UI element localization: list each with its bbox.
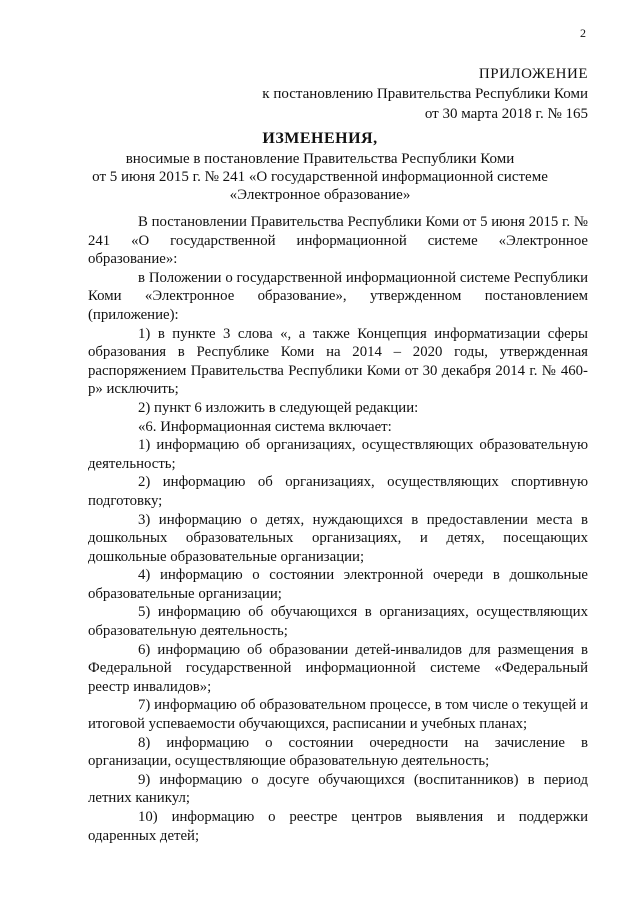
appendix-date: от 30 марта 2018 г. № 165 [424, 106, 588, 122]
document-subtitle-line-1: вносимые в постановление Правительства Республики Коми [125, 151, 515, 167]
list-item: 2) информацию об организациях, осуществляющих спортивную подготовку; [88, 474, 588, 509]
list-item: 4) информацию о состоянии электронной очереди в дошкольные образовательные организации; [88, 567, 588, 602]
paragraph-regulation: в Положении о государственной информационной системе Республики Коми «Электронное образование», утвержденном постановлением (приложение): [88, 269, 588, 323]
list-item: 10) информацию о реестре центров выявления и поддержки одаренных детей; [88, 809, 588, 844]
document-subtitle-line-3: «Электронное образование» [229, 187, 411, 203]
list-item: 3) информацию о детях, нуждающихся в предоставлении места в дошкольных образовательных организациях, и детях, посещающих дошкольные образовательные организации; [88, 511, 588, 565]
appendix-reference: к постановлению Правительства Республики Коми [262, 86, 588, 102]
list-item: 1) информацию об организациях, осуществляющих образовательную деятельность; [88, 437, 588, 472]
list-item: 7) информацию об образовательном процессе, в том числе о текущей и итоговой успеваемости обучающихся, расписании и учебных планах; [88, 697, 588, 733]
paragraph-intro: В постановлении Правительства Республики Коми от 5 июня 2015 г. № 241 «О государственной информационной системе «Электронное образование»: [88, 214, 588, 268]
document-subtitle-line-2: от 5 июня 2015 г. № 241 «О государственной информационной системе [92, 169, 548, 185]
list-item: 5) информацию об обучающихся в организациях, осуществляющих образовательную деятельность; [88, 604, 588, 640]
paragraph-item-1: 1) в пункте 3 слова «, а также Концепция информатизации сферы образования в Республике Коми на 2014 – 2020 годы, утвержденная распоряжением Правительства Республики Коми от 30 декабря 2014 г. № 460-р» исключить; [88, 325, 588, 398]
paragraph-clause-6: «6. Информационная система включает: [138, 418, 392, 435]
list-item: 6) информацию об образовании детей-инвалидов для размещения в Федеральной государственной информационной системе «Федеральный реестр инвалидов»; [88, 641, 588, 695]
document-title: ИЗМЕНЕНИЯ, [262, 130, 378, 147]
page-number: 2 [580, 26, 586, 40]
list-item: 8) информацию о состоянии очередности на зачисление в организации, осуществляющие образовательную деятельность; [88, 734, 588, 770]
document-body [88, 213, 588, 845]
appendix-label: ПРИЛОЖЕНИЕ [478, 66, 588, 82]
paragraph-item-2: 2) пункт 6 изложить в следующей редакции: [138, 399, 419, 416]
list-item: 9) информацию о досуге обучающихся (воспитанников) в период летних каникул; [88, 771, 588, 807]
